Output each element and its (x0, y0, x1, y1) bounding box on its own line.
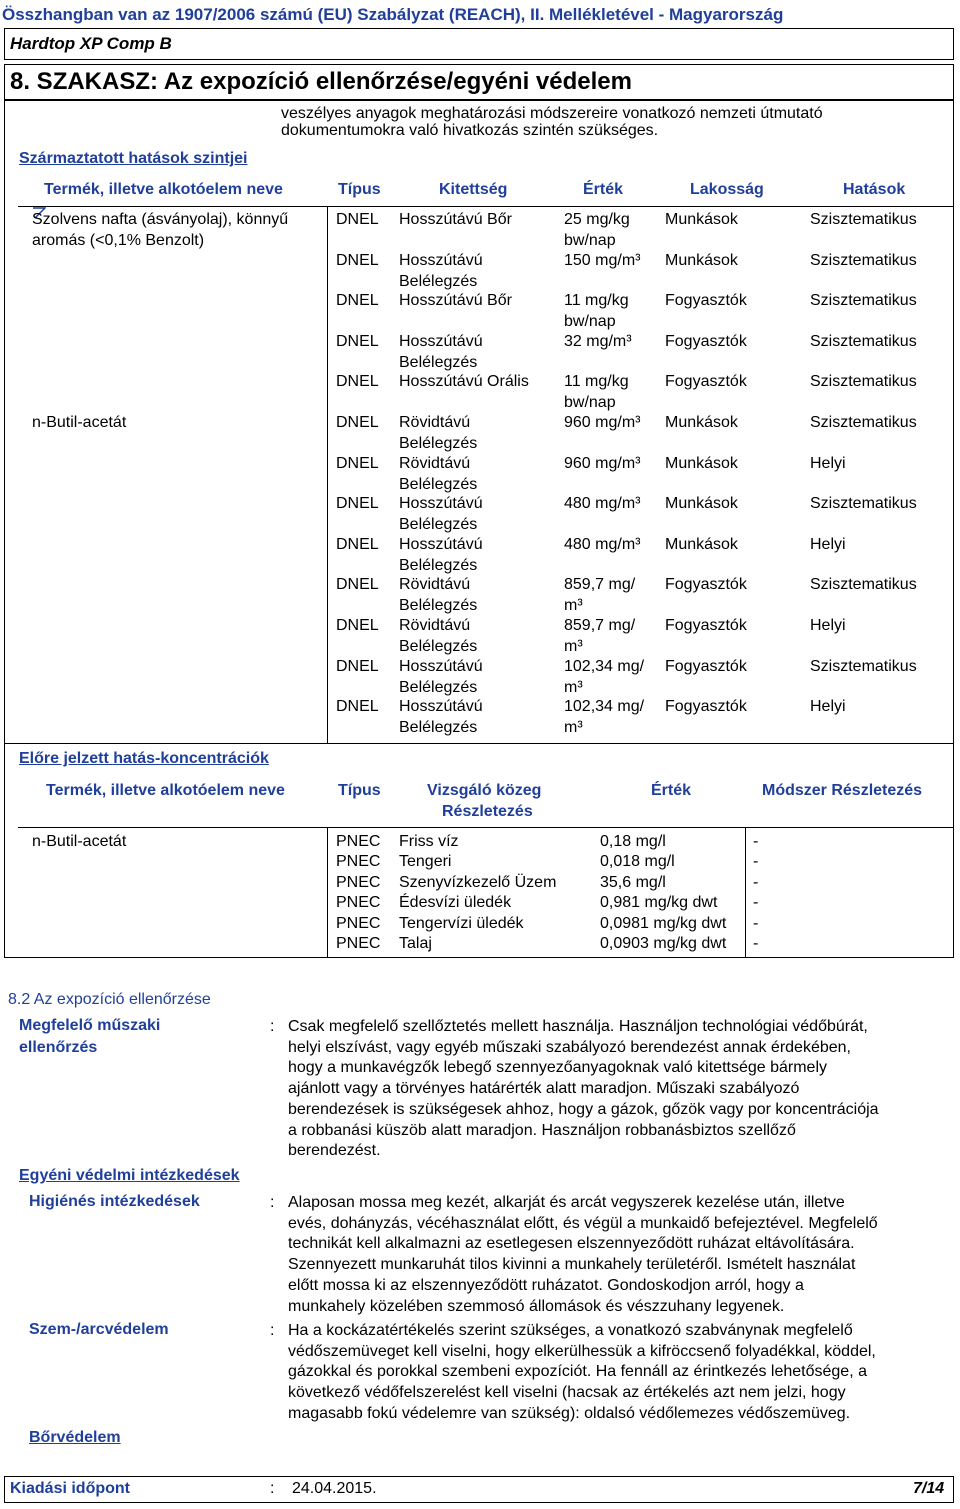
pnec-medium: Édesvízi üledék (399, 894, 512, 912)
dnel-product-name: Szolvens nafta (ásványolaj), könnyű (32, 211, 289, 228)
hygiene-text (288, 1193, 948, 1317)
dnel-effect: Helyi (810, 698, 846, 716)
pnec-type: PNEC (336, 935, 381, 952)
pnec-value: 0,0903 mg/kg dwt (600, 935, 727, 952)
hyg-line: Alaposan mossa meg kezét, alkarját és arcát vegyszerek kezelése után, illetve (288, 1194, 845, 1211)
dnel-value: 859,7 mg/ (564, 576, 636, 594)
dnel-header-value: Érték (583, 181, 624, 198)
dnel-effect: Szisztematikus (810, 332, 917, 350)
dnel-effect: Szisztematikus (810, 211, 917, 228)
dnel-divider-2 (953, 206, 954, 744)
pnec-header-name: Termék, illetve alkotóelem neve (46, 782, 285, 799)
dnel-population: Munkások (665, 251, 738, 269)
eye-line: Ha a kockázatértékelés szerint szükséges, a vonatkozó szabványnak megfelelő (288, 1322, 853, 1339)
dnel-effect: Helyi (810, 617, 846, 634)
dnel-type: DNEL (336, 535, 379, 553)
eng-line: helyi elszívást, vagy egyéb műszaki szabályozó berendezést annak érdekében, (288, 1038, 851, 1056)
hygiene-label: Higiénés intézkedések (29, 1193, 200, 1210)
product-name: Hardtop XP Comp B (4, 28, 954, 60)
hyg-line: Szennyezett munkaruhát tilos kivinni a munkahely területéről. Ismételt használat (288, 1256, 856, 1274)
dnel-effect: Szisztematikus (810, 495, 917, 513)
dnel-population: Munkások (665, 414, 738, 431)
footer-issue-date: 24.04.2015. (292, 1480, 377, 1497)
dnel-exposure: Rövidtávú (399, 414, 471, 431)
pnec-value: 0,0981 mg/kg dwt (600, 914, 727, 932)
eng-line: a robbanási küszöb alatt maradjon. Használjon robbanásbiztos szellőző (288, 1121, 796, 1139)
dnel-value-cont: bw/nap (564, 232, 616, 249)
pnec-medium: Tengervízi üledék (399, 914, 524, 932)
dnel-value: 480 mg/m³ (564, 535, 641, 553)
pnec-medium: Talaj (399, 935, 432, 952)
pnec-method: - (753, 853, 759, 871)
dnel-exposure: Rövidtávú (399, 576, 471, 594)
pnec-header-method: Módszer Részletezés (762, 782, 923, 799)
dnel-exposure: Hosszútávú (399, 698, 483, 716)
dnel-effect: Szisztematikus (810, 251, 917, 269)
intro-line-1: veszélyes anyagok meghatározási módszereire vonatkozó nemzeti útmutató (281, 105, 823, 122)
intro-line-2: dokumentumokra való hivatkozás szintén szükséges. (281, 122, 659, 139)
pnec-header-detail: Részletezés (442, 803, 533, 820)
dnel-type: DNEL (336, 454, 379, 472)
dnel-effect: Szisztematikus (810, 414, 917, 431)
dnel-exposure: Hosszútávú (399, 657, 483, 675)
dnel-exposure-cont: Belélegzés (399, 719, 478, 737)
dnel-value-cont: m³ (564, 638, 583, 655)
pnec-header-type: Típus (338, 782, 381, 799)
dnel-population: Fogyasztók (665, 332, 747, 350)
dnel-exposure-cont: Belélegzés (399, 638, 478, 655)
dnel-exposure-cont: Belélegzés (399, 475, 478, 493)
dnel-value: 150 mg/m³ (564, 251, 641, 269)
eng-line: berendezések is szükségesek ahhoz, hogy a gázok, gőzök vagy por koncentrációja (288, 1100, 879, 1118)
dnel-exposure-cont: Belélegzés (399, 516, 478, 534)
dnel-type: DNEL (336, 657, 379, 675)
section-title: 8. SZAKASZ: Az expozíció ellenőrzése/egyéni védelem (4, 64, 954, 100)
dnel-effect: Szisztematikus (810, 292, 917, 310)
dnel-header-exposure: Kitettség (439, 181, 508, 198)
eng-control-label-2: ellenőrzés (19, 1039, 98, 1056)
dnel-value: 960 mg/m³ (564, 454, 641, 472)
pnec-medium: Friss víz (399, 833, 459, 850)
hyg-line: előtt mossa ki az elszennyeződött ruházatot. Gondoskodjon arról, hogy a (288, 1276, 804, 1294)
dnel-population: Fogyasztók (665, 657, 747, 675)
dnel-type: DNEL (336, 211, 379, 228)
footer-issue-label: Kiadási időpont (10, 1480, 130, 1497)
eng-line: Csak megfelelő szellőztetés mellett használja. Használjon technológiai védőbúrát, (288, 1018, 868, 1035)
pnec-method: - (753, 914, 759, 932)
dnel-header-effects: Hatások (843, 181, 906, 198)
pnec-type: PNEC (336, 894, 381, 912)
pnec-method: - (753, 894, 759, 912)
dnel-table-top-line (18, 206, 954, 207)
pnec-divider-2 (953, 827, 954, 958)
dnel-exposure-cont: Belélegzés (399, 556, 478, 574)
pnec-value: 0,18 mg/l (600, 833, 666, 850)
dnel-population: Fogyasztók (665, 576, 747, 594)
hygiene-colon: : (270, 1194, 275, 1211)
dnel-effect: Szisztematikus (810, 657, 917, 675)
pnec-product-name: n-Butil-acetát (32, 833, 127, 850)
dnel-title: Származtatott hatások szintjei (19, 150, 248, 167)
dnel-population: Munkások (665, 211, 738, 228)
hyg-line: munkahely közelében szemmosó állomások és vészzuhany legyenek. (288, 1297, 785, 1315)
dnel-effect: Szisztematikus (810, 373, 917, 391)
dnel-exposure-cont: Belélegzés (399, 597, 478, 615)
dnel-value-cont: m³ (564, 597, 583, 615)
dnel-exposure-cont: Belélegzés (399, 678, 478, 696)
dnel-population: Munkások (665, 454, 738, 472)
dnel-type: DNEL (336, 292, 379, 310)
pnec-type: PNEC (336, 873, 381, 891)
dnel-type: DNEL (336, 373, 379, 391)
pnec-value: 35,6 mg/l (600, 873, 666, 891)
dnel-value-cont: m³ (564, 678, 583, 696)
dnel-value: 480 mg/m³ (564, 495, 641, 513)
eye-line: gázokkal és porokkal szembeni expozíciót. Ha fennáll az érintkezés lehetősége, a (288, 1363, 867, 1381)
dnel-population: Fogyasztók (665, 617, 747, 634)
regulation-header: Összhangban van az 1907/2006 számú (EU) Szabályzat (REACH), II. Mellékletével - Magyarország (2, 5, 784, 24)
dnel-type: DNEL (336, 495, 379, 513)
dnel-value: 102,34 mg/ (564, 698, 645, 716)
dnel-type: DNEL (336, 414, 379, 431)
dnel-value: 859,7 mg/ (564, 617, 636, 634)
dnel-header-population: Lakosság (690, 181, 764, 198)
dnel-exposure-cont: Belélegzés (399, 272, 478, 290)
dnel-type: DNEL (336, 251, 379, 269)
dnel-exposure: Hosszútávú (399, 535, 483, 553)
dnel-effect: Helyi (810, 454, 846, 472)
eng-control-label-1: Megfelelő műszaki (19, 1017, 161, 1034)
dnel-value: 102,34 mg/ (564, 657, 645, 675)
dnel-exposure: Hosszútávú Orális (399, 373, 529, 391)
dnel-value: 11 mg/kg (564, 292, 629, 310)
eye-line: védőszemüveget kell viselni, hogy elkerülhessük a kifröccsenő folyadékkal, köddel, (288, 1342, 876, 1360)
dnel-exposure: Rövidtávú (399, 617, 471, 634)
dnel-exposure: Hosszútávú Bőr (399, 292, 512, 310)
pnec-table-top-line (18, 827, 954, 828)
pnec-method: - (753, 935, 759, 952)
hyg-line: technikát kell alkalmazni az esetlegesen elszennyeződött ruházat eltávolítására. (288, 1235, 855, 1253)
pnec-value: 0,018 mg/l (600, 853, 675, 871)
dnel-type: DNEL (336, 332, 379, 350)
dnel-value-cont: bw/nap (564, 313, 616, 331)
pnec-type: PNEC (336, 853, 381, 871)
eng-line: berendezést. (288, 1142, 381, 1160)
pnec-header-value: Érték (651, 782, 692, 799)
dnel-product-name-cont: aromás (<0,1% Benzolt) (32, 232, 205, 249)
dnel-exposure-cont: Belélegzés (399, 435, 478, 452)
dnel-value: 11 mg/kg (564, 373, 629, 391)
dnel-population: Munkások (665, 495, 738, 513)
eng-control-colon: : (270, 1018, 275, 1035)
pnec-method: - (753, 833, 759, 850)
footer-colon: : (270, 1480, 275, 1497)
eng-line: ajánlott vagy a törvényes határérték alatt maradjon. Műszaki szabályozó (288, 1080, 800, 1098)
hyg-line: evés, dohányzás, vécéhasználat előtt, és végül a munkaidő befejeztével. Megfelelő (288, 1214, 878, 1232)
dnel-exposure: Hosszútávú (399, 495, 483, 513)
pnec-type: PNEC (336, 833, 381, 850)
dnel-type: DNEL (336, 617, 379, 634)
dnel-population: Fogyasztók (665, 698, 747, 716)
pnec-header-medium: Vizsgáló közeg (427, 782, 542, 799)
pnec-medium: Tengeri (399, 853, 452, 871)
dnel-effect: Szisztematikus (810, 576, 917, 594)
dnel-value: 25 mg/kg (564, 211, 630, 228)
pnec-value: 0,981 mg/kg dwt (600, 894, 718, 912)
eng-control-text (288, 1017, 948, 1162)
dnel-exposure: Hosszútávú (399, 332, 483, 350)
dnel-header-name: Termék, illetve alkotóelem neve (44, 181, 283, 198)
dnel-effect: Helyi (810, 535, 846, 553)
footer-page-number: 7/14 (913, 1480, 945, 1497)
footer-frame (4, 1476, 954, 1503)
eye-protection-colon: : (270, 1322, 275, 1339)
eye-line: magasabb fokú védelemre van szükség): oldalsó védőlemezes védőszemüveg. (288, 1404, 851, 1422)
dnel-population: Fogyasztók (665, 292, 747, 310)
dnel-value-cont: m³ (564, 719, 583, 737)
dnel-population: Munkások (665, 535, 738, 553)
personal-protection-title: Egyéni védelmi intézkedések (19, 1167, 240, 1184)
pnec-medium: Szenyvízkezelő Üzem (399, 873, 557, 891)
dnel-population: Fogyasztók (665, 373, 747, 391)
dnel-exposure: Rövidtávú (399, 454, 471, 472)
eye-protection-text (288, 1321, 948, 1425)
pnec-method: - (753, 873, 759, 891)
pnec-title: Előre jelzett hatás-koncentrációk (19, 750, 269, 767)
section-82-title: 8.2 Az expozíció ellenőrzése (8, 991, 211, 1008)
skin-protection-label: Bőrvédelem (29, 1429, 121, 1446)
pnec-type: PNEC (336, 914, 381, 932)
dnel-exposure: Hosszútávú Bőr (399, 211, 512, 228)
eye-line: következő védőfelszerelést kell viselni (hacsak az értékelés azt nem jelzi, hogy (288, 1384, 846, 1402)
pnec-divider-3 (745, 827, 746, 958)
eye-protection-label: Szem-/arcvédelem (29, 1321, 169, 1338)
dnel-type: DNEL (336, 698, 379, 716)
dnel-type: DNEL (336, 576, 379, 594)
dnel-header-type: Típus (338, 181, 381, 198)
eng-line: hogy a munkavégzők lebegő szennyezőanyagoknak való kitettsége bármely (288, 1059, 827, 1077)
dnel-exposure: Hosszútávú (399, 251, 483, 269)
pnec-divider-1 (327, 827, 328, 958)
dnel-value: 960 mg/m³ (564, 414, 641, 431)
dnel-value: 32 mg/m³ (564, 332, 632, 350)
dnel-product-name: n-Butil-acetát (32, 414, 127, 431)
dnel-divider-1 (327, 206, 328, 744)
dnel-value-cont: bw/nap (564, 394, 616, 412)
dnel-exposure-cont: Belélegzés (399, 353, 478, 371)
